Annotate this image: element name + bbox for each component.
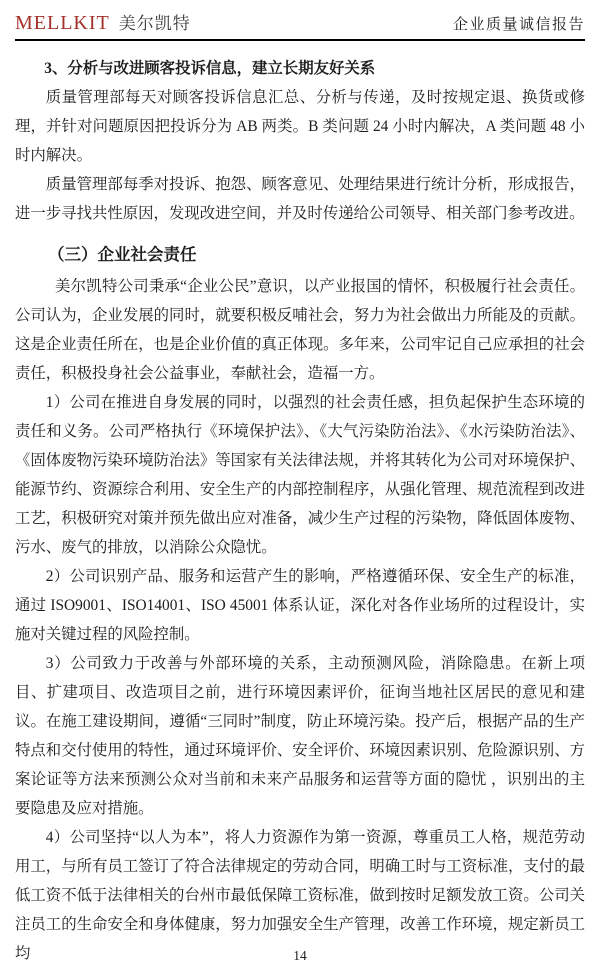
page-header xyxy=(15,0,585,41)
paragraph: 1）公司在推进自身发展的同时，以强烈的社会责任感，担负起保护生态环境的责任和义务。公司严格执行《环境保护法》、《大气污染防治法》、《水污染防治法》、《固体废物污染环境防治法》等国家有关法律法规，并将其转化为公司对环境保护、能源节约、资源综合利用、安全生产的内部控制程序，从强化管理、规范流程到改进工艺，积极研究对策并预先做出应对准备，减少生产过程的污染物，降低固体废物、污水、废气的排放，以消除公众隐忧。 xyxy=(15,394,585,556)
paragraph: 2）公司识别产品、服务和运营产生的影响，严格遵循环保、安全生产的标准，通过 ISO9001、ISO14001、ISO 45001 体系认证，深化对各作业场所的过程设计，实施对关键过程的风险控制。 xyxy=(15,568,585,643)
page-number: 14 xyxy=(293,948,307,963)
paragraph: 质量管理部每季对投诉、抱怨、顾客意见、处理结果进行统计分析，形成报告，进一步寻找共性原因，发现改进空间，并及时传递给公司领导、相关部门参考改进。 xyxy=(15,176,585,222)
paragraph: 4）公司坚持“以人为本”，将人力资源作为第一资源，尊重员工人格，规范劳动用工，与所有员工签订了符合法律规定的劳动合同，明确工时与工资标准，支付的最低工资不低于法律相关的台州市最低保障工资标准，做到按时足额发放工资。公司关注员工的生命安全和身体健康，努力加强安全生产管理，改善工作环境，规定新员工均 xyxy=(15,829,585,962)
document-title: 企业质量诚信报告 xyxy=(452,17,585,33)
company-logo xyxy=(15,9,191,35)
logo-wordmark-cn: 美尔凯特 xyxy=(118,14,191,33)
paragraph: 美尔凯特公司秉承“企业公民”意识，以产业报国的情怀，积极履行社会责任。公司认为，企业发展的同时，就要积极反哺社会，努力为社会做出力所能及的贡献。这是企业责任所在，也是企业价值的真正体现。多年来，公司牢记自己应承担的社会责任，积极投身社会公益事业，奉献社会，造福一方。 xyxy=(15,278,585,382)
page-body xyxy=(0,41,600,968)
section-heading-social-responsibility: （三）企业社会责任 xyxy=(48,245,197,264)
sub-heading-complaint-analysis: 3、分析与改进顾客投诉信息，建立长期友好关系 xyxy=(44,60,376,77)
paragraph: 质量管理部每天对顾客投诉信息汇总、分析与传递，及时按规定退、换货或修理，并针对问题原因把投诉分为 AB 两类。B 类问题 24 小时内解决，A 类问题 48 小时内解决。 xyxy=(15,89,585,164)
logo-wordmark-en: MELLKIT xyxy=(15,12,110,34)
paragraph: 3）公司致力于改善与外部环境的关系，主动预测风险，消除隐患。在新上项目、扩建项目、改造项目之前，进行环境因素评价，征询当地社区居民的意见和建议。在施工建设期间，遵循“三同时”制度，防止环境污染。投产后，根据产品的生产特点和交付使用的特性，通过环境评价、安全评价、环境因素识别、危险源识别、方案论证等方法来预测公众对当前和未来产品服务和运营等方面的隐忧 ，识别出的主要隐患及应对措施。 xyxy=(15,655,585,817)
